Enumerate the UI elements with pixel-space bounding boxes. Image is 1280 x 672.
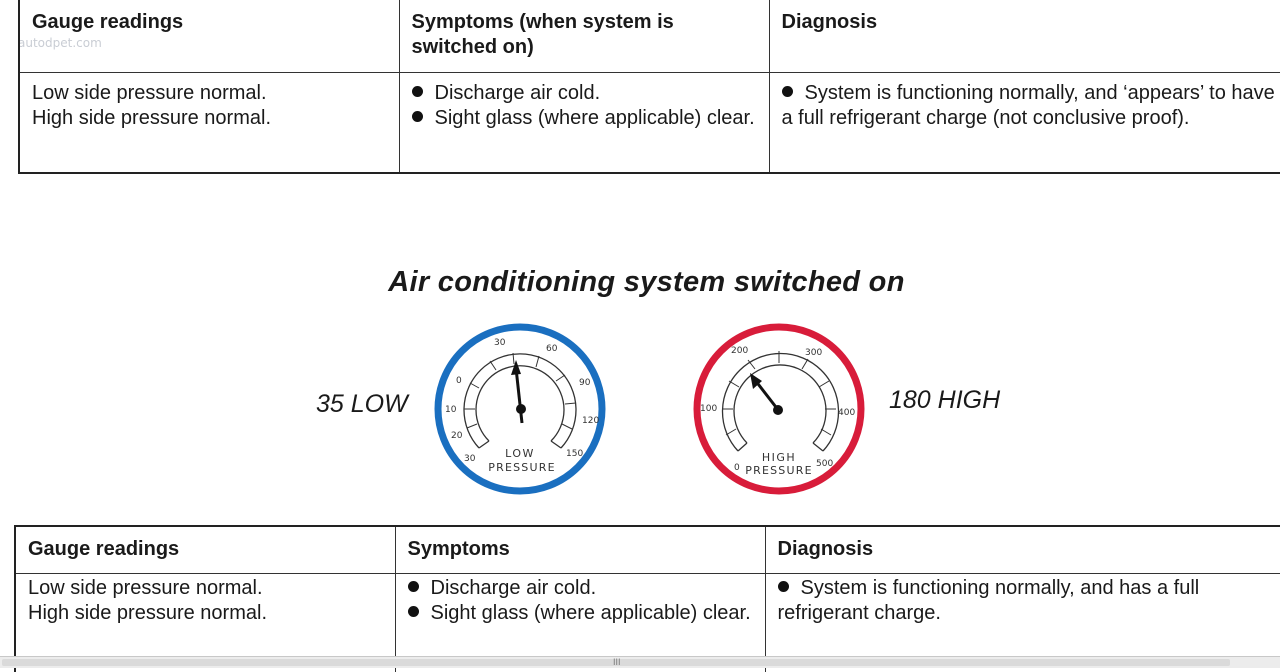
high-pressure-gauge-icon — [693, 323, 865, 495]
gauge-hub — [773, 405, 783, 415]
list-item: Discharge air cold. — [412, 81, 759, 106]
tick-label: 150 — [566, 449, 583, 459]
table-row — [19, 73, 1280, 174]
tick-label: 300 — [805, 348, 822, 358]
header-symptoms: Symptoms (when system is switched on) — [399, 0, 769, 73]
header-diagnosis: Diagnosis — [765, 526, 1280, 574]
diagnosis-table-bottom — [14, 525, 1280, 672]
section-title: Air conditioning system switched on — [0, 266, 1280, 299]
reading-high-text: High side pressure normal. — [28, 601, 385, 626]
tick-label: 0 — [734, 463, 740, 473]
tick-label: 200 — [731, 346, 748, 356]
bullet-icon — [782, 86, 793, 97]
table-header-row — [19, 0, 1280, 73]
scrollbar-grip-icon[interactable]: III — [613, 657, 621, 667]
tick-label: 30 — [494, 338, 506, 348]
watermark-text: autodpet.com — [18, 36, 102, 50]
cell-symptoms — [399, 73, 769, 174]
bullet-icon — [412, 86, 423, 97]
reading-high-text: High side pressure normal. — [32, 106, 389, 131]
tick-label: 30 — [464, 454, 476, 464]
tick-label: 10 — [445, 405, 457, 415]
bullet-icon — [408, 581, 419, 592]
gauge-label-low: LOW — [505, 447, 535, 460]
tick-label: 120 — [582, 416, 599, 426]
cell-gauge-readings — [19, 73, 399, 174]
bullet-icon — [408, 606, 419, 617]
header-gauge-readings: Gauge readings — [15, 526, 395, 574]
tick-label: 100 — [700, 404, 717, 414]
gauge-label-high: HIGH — [762, 451, 796, 464]
reading-low-text: Low side pressure normal. — [28, 576, 385, 601]
reading-low-text: Low side pressure normal. — [32, 81, 389, 106]
diagnosis-table-top — [18, 0, 1280, 174]
cell-diagnosis — [769, 73, 1280, 174]
tick-label: 20 — [451, 431, 463, 441]
gauge-label-pressure: PRESSURE — [745, 464, 812, 477]
list-item: System is functioning normally, and has a full refrigerant charge. — [778, 576, 1275, 626]
bullet-icon — [412, 111, 423, 122]
horizontal-scrollbar[interactable] — [0, 656, 1280, 668]
gauge-hub — [516, 404, 526, 414]
list-item: Discharge air cold. — [408, 576, 755, 601]
gauge-label-pressure: PRESSURE — [488, 461, 555, 474]
tick-label: 90 — [579, 378, 591, 388]
list-item: Sight glass (where applicable) clear. — [412, 106, 759, 131]
tick-label: 60 — [546, 344, 558, 354]
tick-label: 0 — [456, 376, 462, 386]
tick-label: 400 — [838, 408, 855, 418]
bullet-icon — [778, 581, 789, 592]
list-item: System is functioning normally, and ‘appears’ to have a full refrigerant charge (not conclusive proof). — [782, 81, 1279, 131]
header-diagnosis: Diagnosis — [769, 0, 1280, 73]
low-pressure-gauge-icon — [434, 323, 606, 495]
tick-label: 500 — [816, 459, 833, 469]
high-gauge-reading: 180 HIGH — [889, 386, 1000, 415]
low-gauge-reading: 35 LOW — [316, 390, 408, 419]
table-header-row — [15, 526, 1280, 574]
header-gauge-readings: Gauge readings — [19, 0, 399, 73]
list-item: Sight glass (where applicable) clear. — [408, 601, 755, 626]
header-symptoms: Symptoms — [395, 526, 765, 574]
